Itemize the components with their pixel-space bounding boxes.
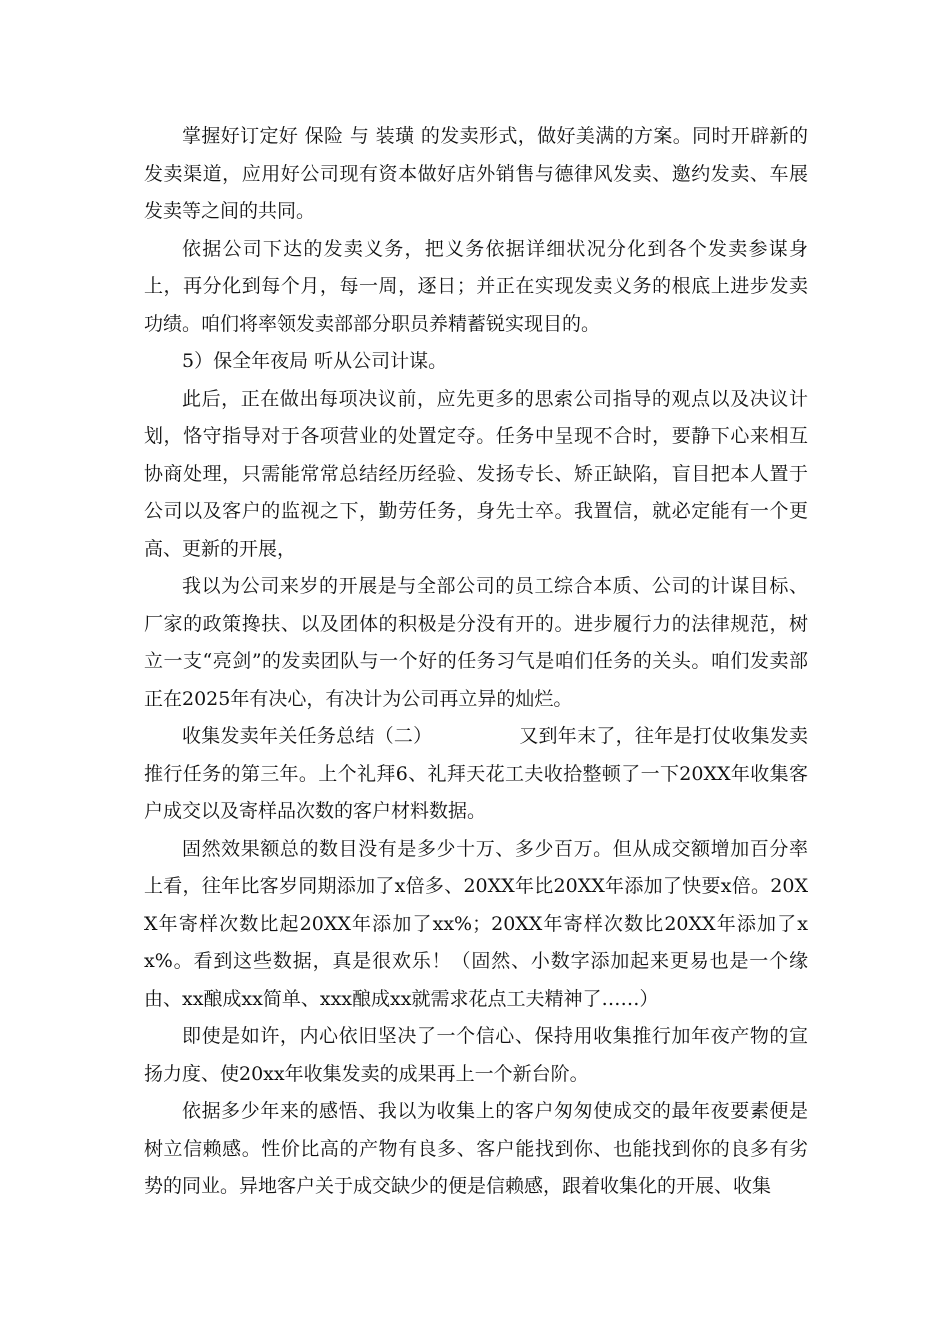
paragraph-confidence: 即使是如许，内心依旧坚决了一个信心、保持用收集推行加年夜产物的宣扬力度、使20xx年收集发卖的成果再上一个新台阶。 bbox=[144, 1025, 808, 1085]
paragraph-sales-tasks: 依据公司下达的发卖义务，把义务依据详细状况分化到各个发卖参谋身上，再分化到每个月，每一周，逐日；并正在实现发卖义务的根底上进步发卖功绩。咱们将率领发卖部部分职员养精蓄锐实现目的。 bbox=[144, 237, 808, 335]
paragraph-section-two: 收集发卖年关任务总结（二） 又到年末了，往年是打仗收集发卖推行任务的第三年。上个礼拜6、礼拜天花工夫收拾整顿了一下20XX年收集客户成交以及寄样品次数的客户材料数据。 bbox=[144, 725, 808, 822]
paragraph-growth-data: 固然效果额总的数目没有是多少十万、多少百万。但从成交额增加百分率上看，往年比客岁同期添加了x倍多、20XX年比20XX年添加了快要x倍。20XX年寄样次数比起20XX年添加了xx%；20XX年寄样次数比20XX年添加了xx%。看到这些数据，真是很欢乐！（固然、小数字添加起来更易也是一个缘由、xx酿成xx简单、xxx酿成xx就需求花点工夫精神了……） bbox=[144, 837, 808, 1010]
paragraph-heading-5: 5）保全年夜局 听从公司计谋。 bbox=[182, 350, 448, 372]
paragraph-trust: 依据多少年来的感悟、我以为收集上的客户匆匆使成交的最年夜要素便是树立信赖感。性价比高的产物有良多、客户能找到你、也能找到你的良多有劣势的同业。异地客户关于成交缺少的便是信赖感，跟着收集化的开展、收集 bbox=[144, 1100, 808, 1197]
paragraph-decisions: 此后，正在做出每项决议前，应先更多的思索公司指导的观点以及决议计划，恪守指导对于各项营业的处置定夺。任务中呈现不合时，要静下心来相互协商处理，只需能常常总结经历经验、发扬专长、矫正缺陷，盲目把本人置于公司以及客户的监视之下，勤劳任务，身先士卒。我置信，就必定能有一个更高、更新的开展， bbox=[144, 387, 808, 560]
document-page bbox=[144, 118, 808, 1206]
paragraph-sales-plan: 掌握好订定好 保险 与 装璜 的发卖形式，做好美满的方案。同时开辟新的发卖渠道，应用好公司现有资本做好店外销售与德律风发卖、邀约发卖、车展发卖等之间的共同。 bbox=[144, 125, 808, 222]
paragraph-company-development: 我以为公司来岁的开展是与全部公司的员工综合本质、公司的计谋目标、厂家的政策搀扶、以及团体的积极是分没有开的。进步履行力的法律规范，树立一支“亮剑”的发卖团队与一个好的任务习气是咱们任务的关头。咱们发卖部正在2025年有决心，有决计为公司再立异的灿烂。 bbox=[144, 575, 808, 710]
